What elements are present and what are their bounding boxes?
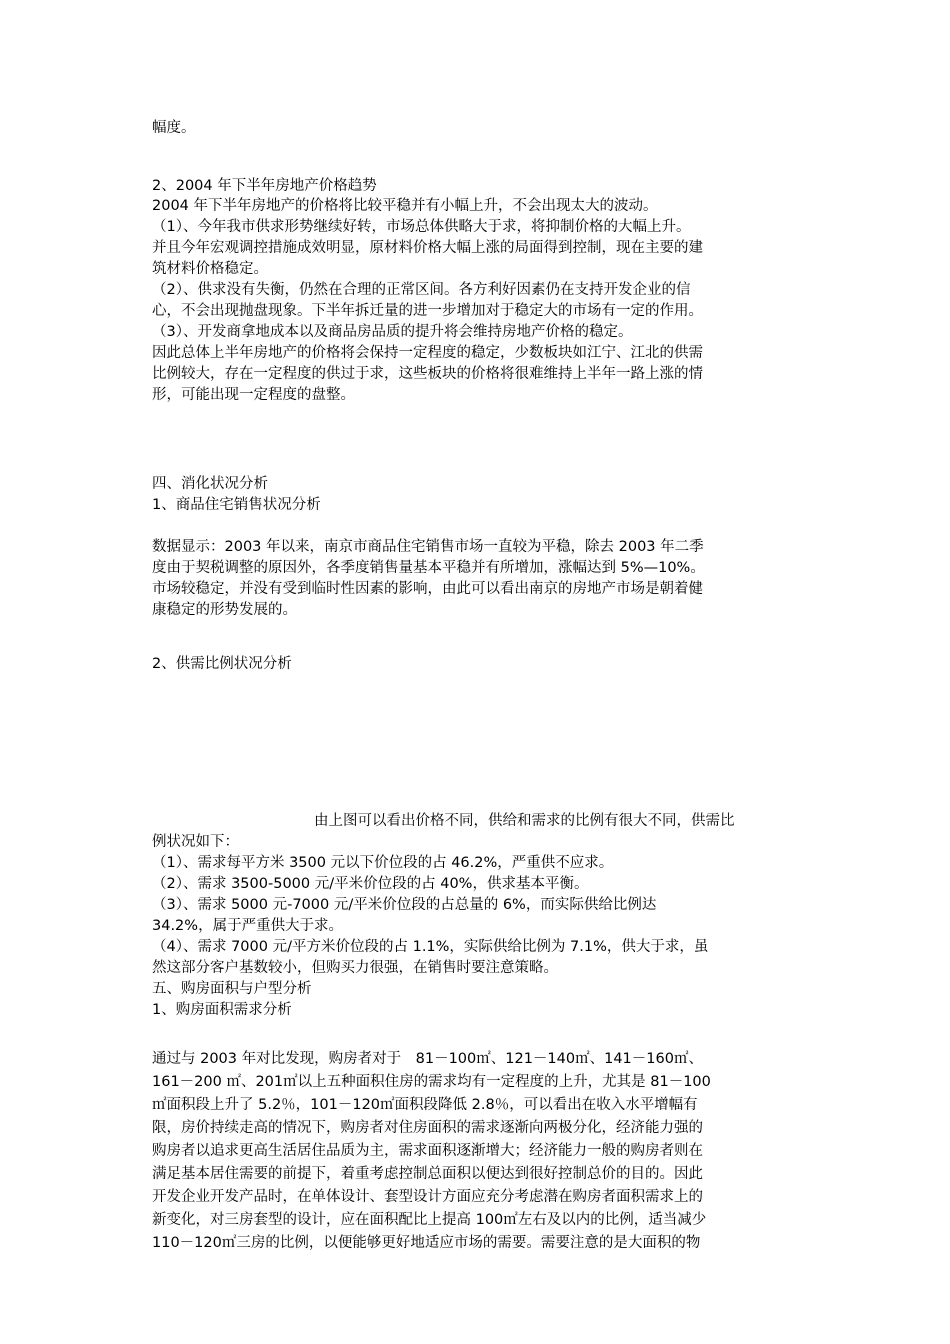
text-line: 并且今年宏观调控措施成效明显，原材料价格大幅上涨的局面得到控制，现在主要的建 — [152, 240, 703, 256]
text-line: 2004 年下半年房地产的价格将比较平稳并有小幅上升，不会出现太大的波动。 — [152, 198, 658, 214]
text-line: 形，可能出现一定程度的盘整。 — [152, 387, 355, 403]
text-line: 满足基本居住需要的前提下，着重考虑控制总面积以便达到很好控制总价的目的。因此 — [152, 1166, 703, 1182]
text-line: 数据显示：2003 年以来，南京市商品住宅销售市场一直较为平稳，除去 2003 年二季 — [152, 539, 704, 555]
text-line: ㎡面积段上升了 5.2％，101－120㎡面积段降低 2.8％，可以看出在收入水平增幅有 — [152, 1097, 698, 1113]
subsection-heading: 1、购房面积需求分析 — [152, 1002, 292, 1018]
subsection-heading: 1、商品住宅销售状况分析 — [152, 497, 321, 513]
text-line: 新变化，对三房套型的设计，应在面积配比上提高 100㎡左右及以内的比例，适当减少 — [152, 1212, 707, 1228]
section-heading: 2、2004 年下半年房地产价格趋势 — [152, 178, 377, 194]
text-line: （1）、今年我市供求形势继续好转，市场总体供略大于求，将抑制价格的大幅上升。 — [152, 219, 691, 235]
text-line: 幅度。 — [152, 120, 196, 136]
text-line: （3）、开发商拿地成本以及商品房品质的提升将会维持房地产价格的稳定。 — [152, 324, 633, 340]
text-line: 康稳定的形势发展的。 — [152, 602, 297, 618]
text-line: 购房者以追求更高生活居住品质为主，需求面积逐渐增大；经济能力一般的购房者则在 — [152, 1143, 703, 1159]
text-line: 然这部分客户基数较小，但购买力很强，在销售时要注意策略。 — [152, 960, 558, 976]
text-line: （1）、需求每平方米 3500 元以下价位段的占 46.2%，严重供不应求。 — [152, 855, 614, 871]
text-line: 比例较大，存在一定程度的供过于求，这些板块的价格将很难维持上半年一路上涨的情 — [152, 366, 703, 382]
text-line: 筑材料价格稳定。 — [152, 261, 268, 277]
text-line: 心，不会出现抛盘现象。下半年拆迁量的进一步增加对于稳定大的市场有一定的作用。 — [152, 303, 703, 319]
text-line: （4）、需求 7000 元/平方米价位段的占 1.1%，实际供给比例为 7.1%，供大于求，虽 — [152, 939, 709, 955]
section-heading: 四、消化状况分析 — [152, 476, 268, 492]
text-line: 开发企业开发产品时，在单体设计、套型设计方面应充分考虑潜在购房者面积需求上的 — [152, 1189, 703, 1205]
text-line: （2）、供求没有失衡，仍然在合理的正常区间。各方利好因素仍在支持开发企业的信 — [152, 282, 691, 298]
subsection-heading: 2、供需比例状况分析 — [152, 656, 292, 672]
text-line: 度由于契税调整的原因外，各季度销售量基本平稳并有所增加，涨幅达到 5%—10%。 — [152, 560, 705, 576]
section-heading: 五、购房面积与户型分析 — [152, 981, 312, 997]
text-line: 110－120㎡三房的比例，以便能够更好地适应市场的需要。需要注意的是大面积的物 — [152, 1235, 701, 1251]
text-line: 161－200 ㎡、201㎡以上五种面积住房的需求均有一定程度的上升，尤其是 81－100 — [152, 1074, 711, 1090]
text-line: （2）、需求 3500-5000 元/平米价位段的占 40%，供求基本平衡。 — [152, 876, 589, 892]
text-line: 由上图可以看出价格不同，供给和需求的比例有很大不同，供需比 — [314, 813, 735, 829]
text-line: 因此总体上半年房地产的价格将会保持一定程度的稳定，少数板块如江宁、江北的供需 — [152, 345, 703, 361]
text-line: 34.2%，属于严重供大于求。 — [152, 918, 344, 934]
text-line: （3）、需求 5000 元-7000 元/平米价位段的占总量的 6%，而实际供给比例达 — [152, 897, 657, 913]
text-line: 限，房价持续走高的情况下，购房者对住房面积的需求逐渐向两极分化，经济能力强的 — [152, 1120, 703, 1136]
text-line: 通过与 2003 年对比发现，购房者对于 81－100㎡、121－140㎡、141－160㎡、 — [152, 1051, 703, 1067]
text-line: 例状况如下： — [152, 834, 239, 850]
text-line: 市场较稳定，并没有受到临时性因素的影响，由此可以看出南京的房地产市场是朝着健 — [152, 581, 703, 597]
